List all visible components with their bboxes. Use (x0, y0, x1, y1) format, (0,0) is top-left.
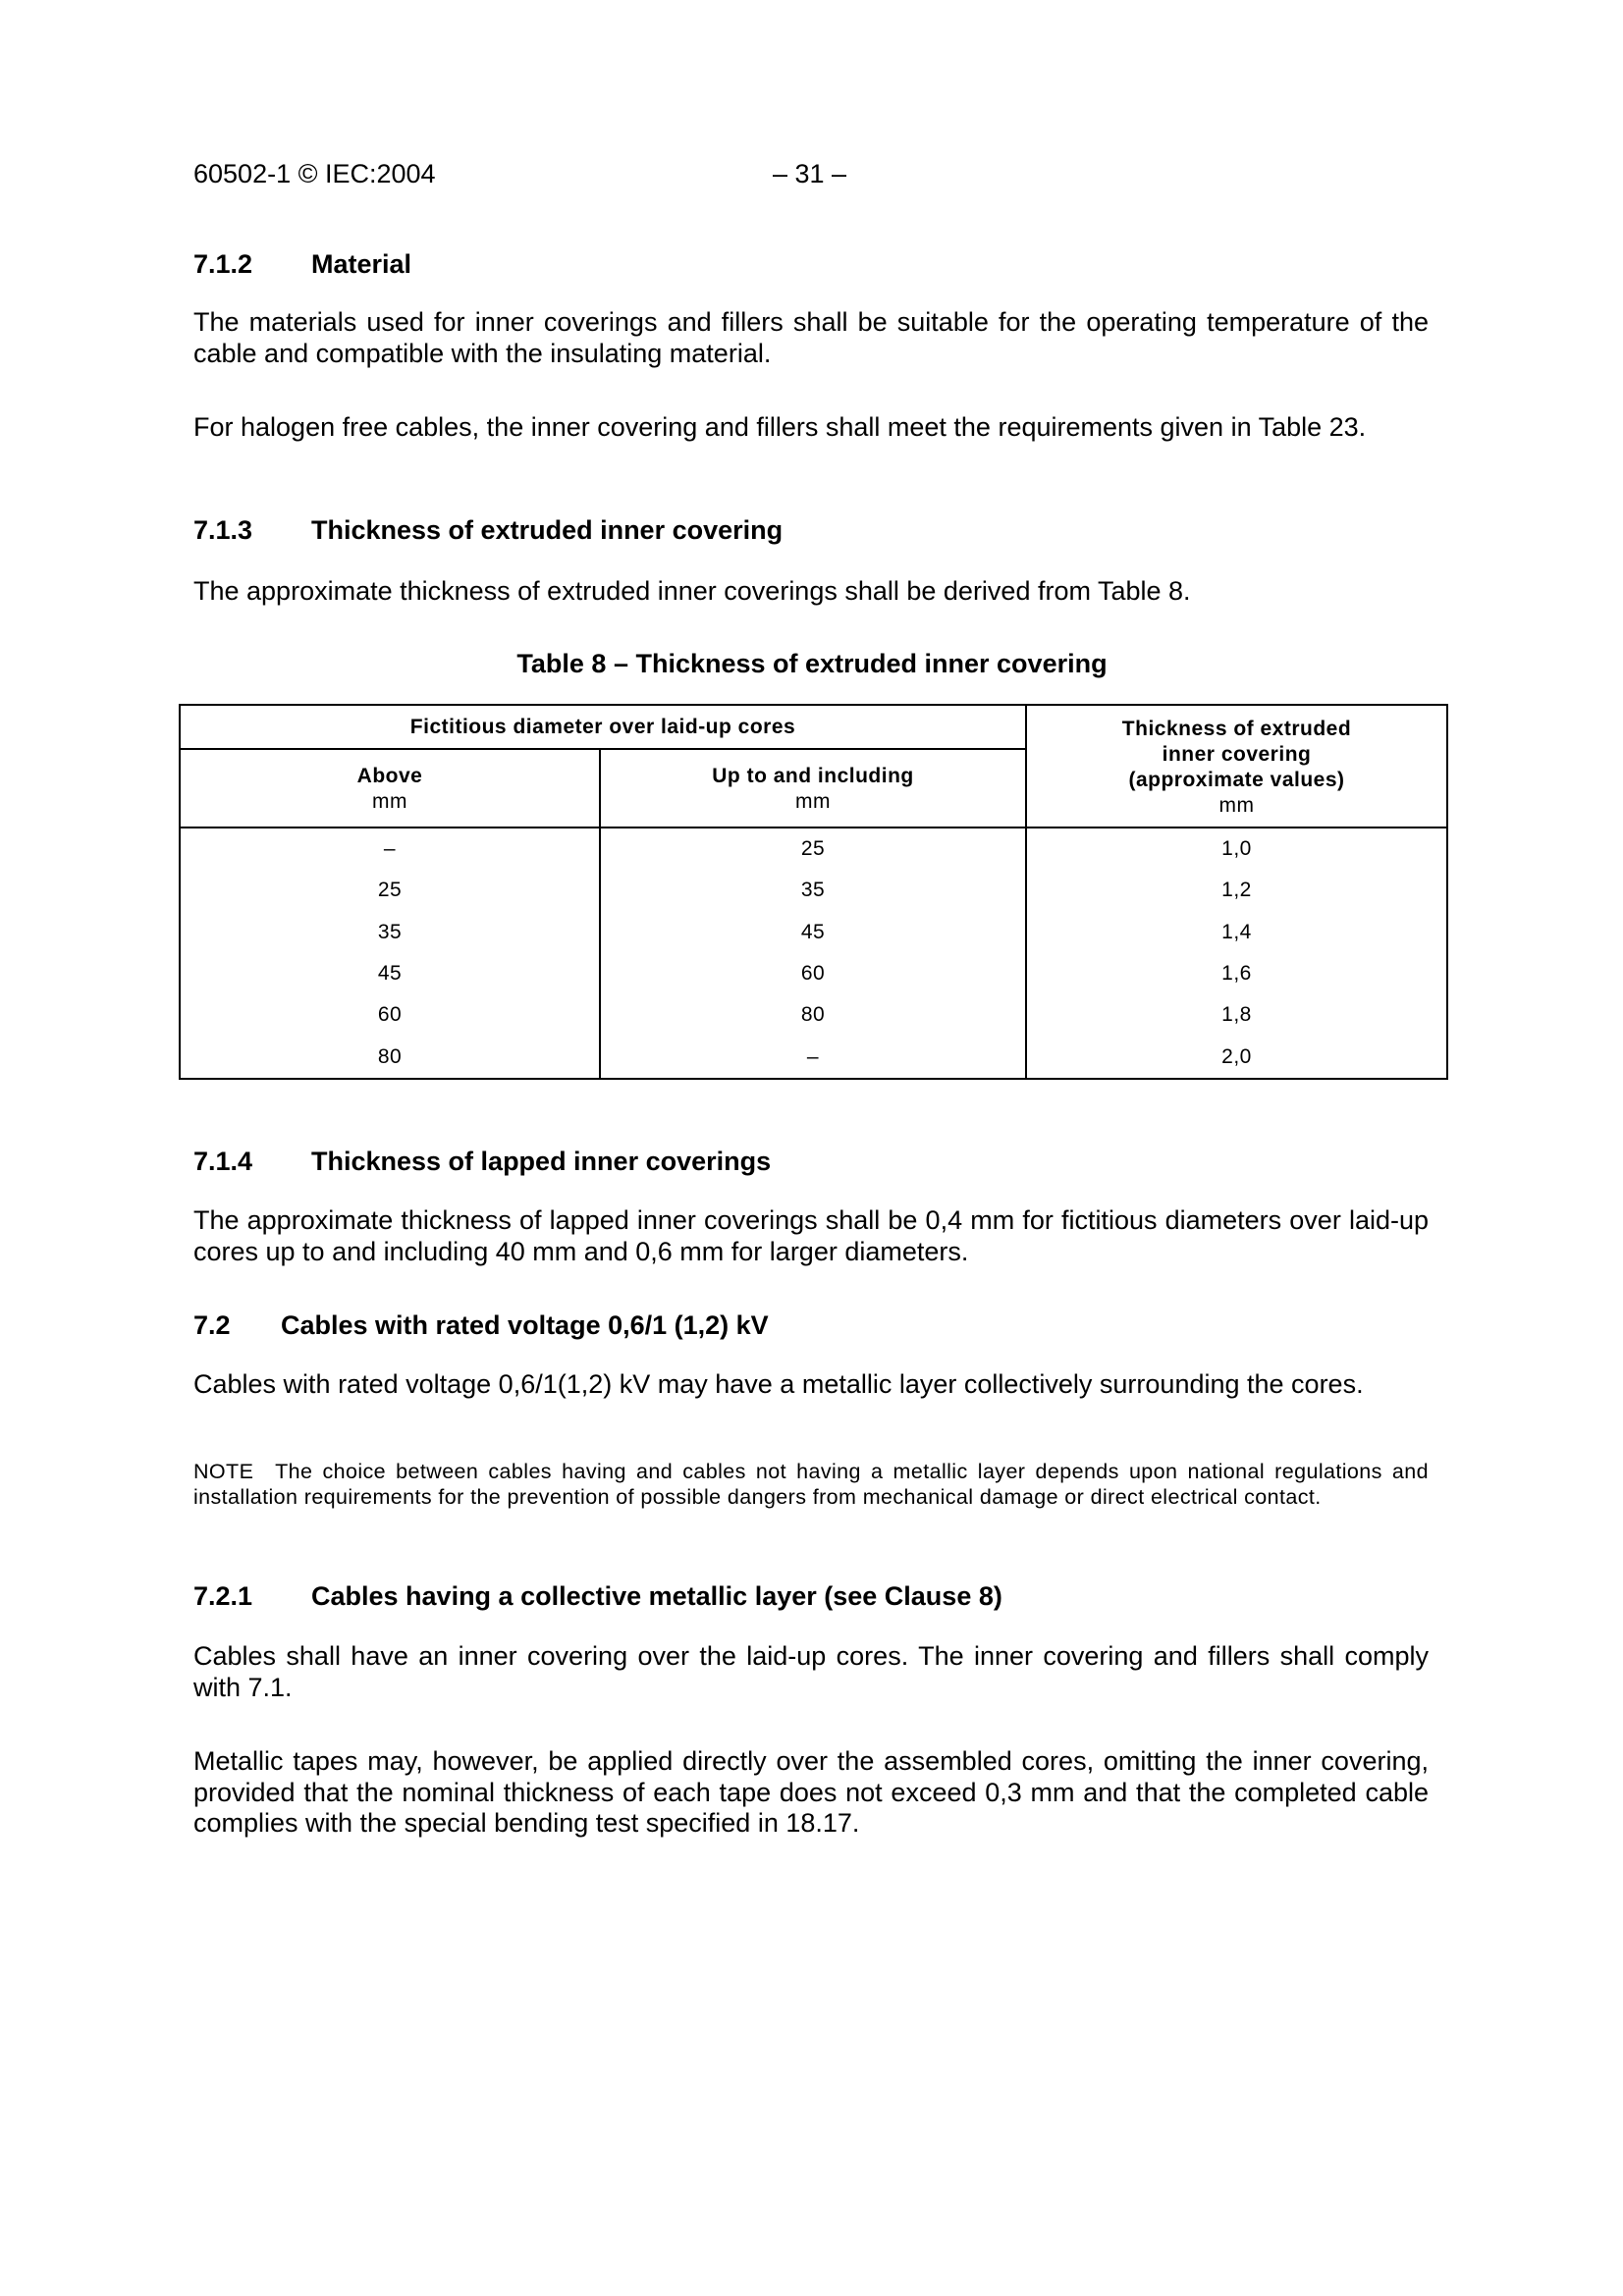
paragraph: Cables shall have an inner covering over the laid-up cores. The inner covering and fillers shall comply with 7.1. (193, 1641, 1429, 1702)
column-header-above: Above mm (180, 749, 600, 828)
cell-up-to: 45 (600, 912, 1026, 953)
cell-thickness: 2,0 (1026, 1036, 1447, 1078)
page-number: – 31 – (773, 159, 847, 188)
cell-above: 60 (180, 994, 600, 1036)
section-title: Material (311, 249, 412, 279)
note (193, 1459, 1429, 1510)
column-header-thickness: Thickness of extruded inner covering (approximate values) mm (1026, 705, 1447, 828)
paragraph: The approximate thickness of lapped inner coverings shall be 0,4 mm for fictitious diameters over laid-up cores up to and including 40 mm and 0,6 mm for larger diameters. (193, 1205, 1429, 1266)
table-row (180, 953, 1447, 994)
cell-thickness: 1,6 (1026, 953, 1447, 994)
heading-7-1-3 (193, 515, 784, 546)
table-row (180, 994, 1447, 1036)
section-number: 7.1.2 (193, 249, 253, 279)
paragraph: The approximate thickness of extruded inner coverings shall be derived from Table 8. (193, 576, 1191, 606)
cell-thickness: 1,8 (1026, 994, 1447, 1036)
paragraph: Cables with rated voltage 0,6/1(1,2) kV may have a metallic layer collectively surrounding the cores. (193, 1369, 1364, 1399)
heading-7-1-2 (193, 249, 412, 280)
heading-7-2 (193, 1310, 769, 1341)
cell-above: 35 (180, 912, 600, 953)
note-text: The choice between cables having and cables not having a metallic layer depends upon national regulations and installation requirements for the prevention of possible dangers from mechanical damage or direct electrical contact. (193, 1460, 1429, 1509)
paragraph: For halogen free cables, the inner covering and fillers shall meet the requirements given in Table 23. (193, 412, 1367, 442)
cell-thickness: 1,4 (1026, 912, 1447, 953)
section-number: 7.2 (193, 1310, 231, 1340)
cell-up-to: 80 (600, 994, 1026, 1036)
section-number: 7.2.1 (193, 1581, 253, 1611)
paragraph: The materials used for inner coverings and fillers shall be suitable for the operating temperature of the cable and compatible with the insulating material. (193, 307, 1429, 368)
table-caption: Table 8 – Thickness of extruded inner covering (516, 649, 1108, 678)
section-title: Cables having a collective metallic layer (see Clause 8) (311, 1581, 1002, 1611)
paragraph: Metallic tapes may, however, be applied directly over the assembled cores, omitting the inner covering, provided that the nominal thickness of each tape does not exceed 0,3 mm and that the completed cable complies with the special bending test specified in 18.17. (193, 1746, 1429, 1838)
section-title: Thickness of lapped inner coverings (311, 1147, 772, 1176)
cell-above: 45 (180, 953, 600, 994)
cell-up-to: 35 (600, 870, 1026, 911)
section-title: Cables with rated voltage 0,6/1 (1,2) kV (281, 1310, 769, 1340)
cell-up-to: 60 (600, 953, 1026, 994)
table-8 (179, 704, 1448, 1080)
note-label: NOTE (193, 1460, 254, 1483)
cell-up-to: – (600, 1036, 1026, 1078)
cell-up-to: 25 (600, 828, 1026, 870)
section-title: Thickness of extruded inner covering (311, 515, 784, 545)
table-row (180, 870, 1447, 911)
group-header: Fictitious diameter over laid-up cores (180, 705, 1026, 749)
section-number: 7.1.3 (193, 515, 253, 545)
heading-7-2-1 (193, 1581, 1002, 1612)
heading-7-1-4 (193, 1147, 772, 1177)
table-row (180, 828, 1447, 870)
cell-above: – (180, 828, 600, 870)
section-number: 7.1.4 (193, 1147, 253, 1176)
table-row (180, 1036, 1447, 1078)
cell-above: 80 (180, 1036, 600, 1078)
cell-thickness: 1,0 (1026, 828, 1447, 870)
column-header-up-to: Up to and including mm (600, 749, 1026, 828)
cell-thickness: 1,2 (1026, 870, 1447, 911)
running-head: 60502-1 © IEC:2004 (193, 159, 436, 188)
table-row (180, 912, 1447, 953)
cell-above: 25 (180, 870, 600, 911)
